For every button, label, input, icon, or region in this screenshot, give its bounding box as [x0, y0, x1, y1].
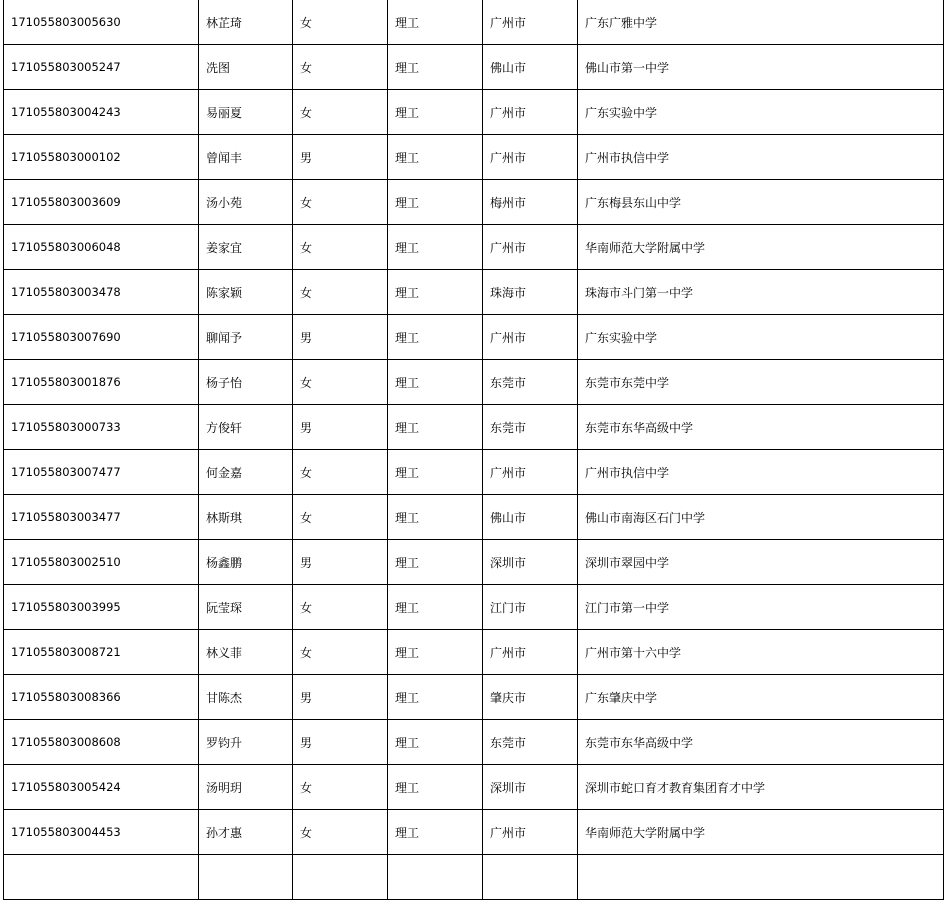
category-cell: 理工 — [388, 405, 483, 450]
category-cell — [388, 855, 483, 900]
table-row — [4, 405, 944, 450]
school-cell: 广东肇庆中学 — [578, 675, 944, 720]
table-body — [4, 0, 944, 900]
table-row — [4, 720, 944, 765]
city-cell: 东莞市 — [483, 360, 578, 405]
sex-cell: 女 — [293, 225, 388, 270]
school-cell: 广东实验中学 — [578, 90, 944, 135]
school-cell: 广东广雅中学 — [578, 0, 944, 45]
name-cell: 孙才惠 — [199, 810, 293, 855]
category-cell: 理工 — [388, 765, 483, 810]
exam-id-cell: 171055803005630 — [4, 0, 199, 45]
exam-id-cell: 171055803008721 — [4, 630, 199, 675]
name-cell: 林斯琪 — [199, 495, 293, 540]
city-cell: 东莞市 — [483, 405, 578, 450]
name-cell: 林义菲 — [199, 630, 293, 675]
category-cell: 理工 — [388, 585, 483, 630]
table-row — [4, 540, 944, 585]
school-cell: 东莞市东华高级中学 — [578, 405, 944, 450]
sex-cell: 女 — [293, 180, 388, 225]
name-cell: 冼图 — [199, 45, 293, 90]
name-cell: 陈家颖 — [199, 270, 293, 315]
exam-id-cell: 171055803004243 — [4, 90, 199, 135]
exam-id-cell: 171055803001876 — [4, 360, 199, 405]
school-cell: 东莞市东莞中学 — [578, 360, 944, 405]
city-cell: 广州市 — [483, 90, 578, 135]
name-cell: 杨子怡 — [199, 360, 293, 405]
school-cell — [578, 855, 944, 900]
exam-id-cell: 171055803003995 — [4, 585, 199, 630]
name-cell — [199, 855, 293, 900]
city-cell: 广州市 — [483, 135, 578, 180]
sex-cell: 男 — [293, 315, 388, 360]
name-cell: 汤小苑 — [199, 180, 293, 225]
table-row — [4, 495, 944, 540]
sex-cell: 女 — [293, 45, 388, 90]
category-cell: 理工 — [388, 135, 483, 180]
city-cell: 佛山市 — [483, 495, 578, 540]
city-cell: 广州市 — [483, 630, 578, 675]
exam-id-cell: 171055803000733 — [4, 405, 199, 450]
city-cell: 梅州市 — [483, 180, 578, 225]
name-cell: 聊闻予 — [199, 315, 293, 360]
sex-cell: 男 — [293, 135, 388, 180]
category-cell: 理工 — [388, 0, 483, 45]
city-cell: 佛山市 — [483, 45, 578, 90]
exam-id-cell: 171055803000102 — [4, 135, 199, 180]
exam-id-cell: 171055803003609 — [4, 180, 199, 225]
city-cell: 深圳市 — [483, 765, 578, 810]
table-row — [4, 0, 944, 45]
exam-id-cell: 171055803005247 — [4, 45, 199, 90]
table-row — [4, 270, 944, 315]
table-row — [4, 450, 944, 495]
school-cell: 深圳市蛇口育才教育集团育才中学 — [578, 765, 944, 810]
exam-id-cell: 171055803003478 — [4, 270, 199, 315]
name-cell: 罗钧升 — [199, 720, 293, 765]
category-cell: 理工 — [388, 90, 483, 135]
table-row — [4, 630, 944, 675]
sex-cell: 女 — [293, 360, 388, 405]
city-cell: 广州市 — [483, 810, 578, 855]
table-row — [4, 675, 944, 720]
category-cell: 理工 — [388, 630, 483, 675]
school-cell: 广州市执信中学 — [578, 450, 944, 495]
category-cell: 理工 — [388, 810, 483, 855]
table-row — [4, 45, 944, 90]
sex-cell — [293, 855, 388, 900]
exam-id-cell: 171055803004453 — [4, 810, 199, 855]
sex-cell: 女 — [293, 765, 388, 810]
exam-id-cell: 171055803006048 — [4, 225, 199, 270]
city-cell: 珠海市 — [483, 270, 578, 315]
name-cell: 汤明玥 — [199, 765, 293, 810]
table-row — [4, 360, 944, 405]
table-row — [4, 180, 944, 225]
sex-cell: 女 — [293, 270, 388, 315]
exam-id-cell: 171055803008366 — [4, 675, 199, 720]
name-cell: 林芷琦 — [199, 0, 293, 45]
sex-cell: 女 — [293, 450, 388, 495]
city-cell — [483, 855, 578, 900]
school-cell: 江门市第一中学 — [578, 585, 944, 630]
name-cell: 易丽夏 — [199, 90, 293, 135]
category-cell: 理工 — [388, 360, 483, 405]
exam-id-cell: 171055803007477 — [4, 450, 199, 495]
exam-id-cell: 171055803003477 — [4, 495, 199, 540]
sex-cell: 女 — [293, 0, 388, 45]
name-cell: 姜家宜 — [199, 225, 293, 270]
city-cell: 广州市 — [483, 315, 578, 360]
category-cell: 理工 — [388, 45, 483, 90]
city-cell: 东莞市 — [483, 720, 578, 765]
city-cell: 江门市 — [483, 585, 578, 630]
name-cell: 曾闻丰 — [199, 135, 293, 180]
school-cell: 深圳市翠园中学 — [578, 540, 944, 585]
city-cell: 肇庆市 — [483, 675, 578, 720]
category-cell: 理工 — [388, 540, 483, 585]
city-cell: 广州市 — [483, 450, 578, 495]
table-row — [4, 810, 944, 855]
table-row — [4, 315, 944, 360]
exam-id-cell: 171055803007690 — [4, 315, 199, 360]
exam-id-cell: 171055803008608 — [4, 720, 199, 765]
school-cell: 广东实验中学 — [578, 315, 944, 360]
sex-cell: 女 — [293, 630, 388, 675]
exam-id-cell: 171055803002510 — [4, 540, 199, 585]
table-row — [4, 225, 944, 270]
category-cell: 理工 — [388, 315, 483, 360]
category-cell: 理工 — [388, 450, 483, 495]
exam-id-cell: 171055803005424 — [4, 765, 199, 810]
school-cell: 佛山市第一中学 — [578, 45, 944, 90]
name-cell: 杨鑫鹏 — [199, 540, 293, 585]
table-row — [4, 135, 944, 180]
name-cell: 甘陈杰 — [199, 675, 293, 720]
school-cell: 广州市执信中学 — [578, 135, 944, 180]
sex-cell: 女 — [293, 810, 388, 855]
table-row — [4, 90, 944, 135]
name-cell: 何金嘉 — [199, 450, 293, 495]
exam-id-cell — [4, 855, 199, 900]
city-cell: 深圳市 — [483, 540, 578, 585]
category-cell: 理工 — [388, 675, 483, 720]
school-cell: 东莞市东华高级中学 — [578, 720, 944, 765]
school-cell: 广东梅县东山中学 — [578, 180, 944, 225]
school-cell: 华南师范大学附属中学 — [578, 225, 944, 270]
name-cell: 阮莹琛 — [199, 585, 293, 630]
category-cell: 理工 — [388, 720, 483, 765]
sex-cell: 男 — [293, 675, 388, 720]
school-cell: 广州市第十六中学 — [578, 630, 944, 675]
sex-cell: 男 — [293, 540, 388, 585]
sex-cell: 女 — [293, 90, 388, 135]
school-cell: 华南师范大学附属中学 — [578, 810, 944, 855]
name-cell: 方俊轩 — [199, 405, 293, 450]
table-row — [4, 765, 944, 810]
category-cell: 理工 — [388, 180, 483, 225]
category-cell: 理工 — [388, 495, 483, 540]
table-row — [4, 855, 944, 900]
school-cell: 珠海市斗门第一中学 — [578, 270, 944, 315]
school-cell: 佛山市南海区石门中学 — [578, 495, 944, 540]
category-cell: 理工 — [388, 270, 483, 315]
table-row — [4, 585, 944, 630]
city-cell: 广州市 — [483, 0, 578, 45]
city-cell: 广州市 — [483, 225, 578, 270]
sex-cell: 女 — [293, 585, 388, 630]
sex-cell: 男 — [293, 720, 388, 765]
sex-cell: 女 — [293, 495, 388, 540]
sex-cell: 男 — [293, 405, 388, 450]
category-cell: 理工 — [388, 225, 483, 270]
student-list-table — [3, 0, 944, 900]
